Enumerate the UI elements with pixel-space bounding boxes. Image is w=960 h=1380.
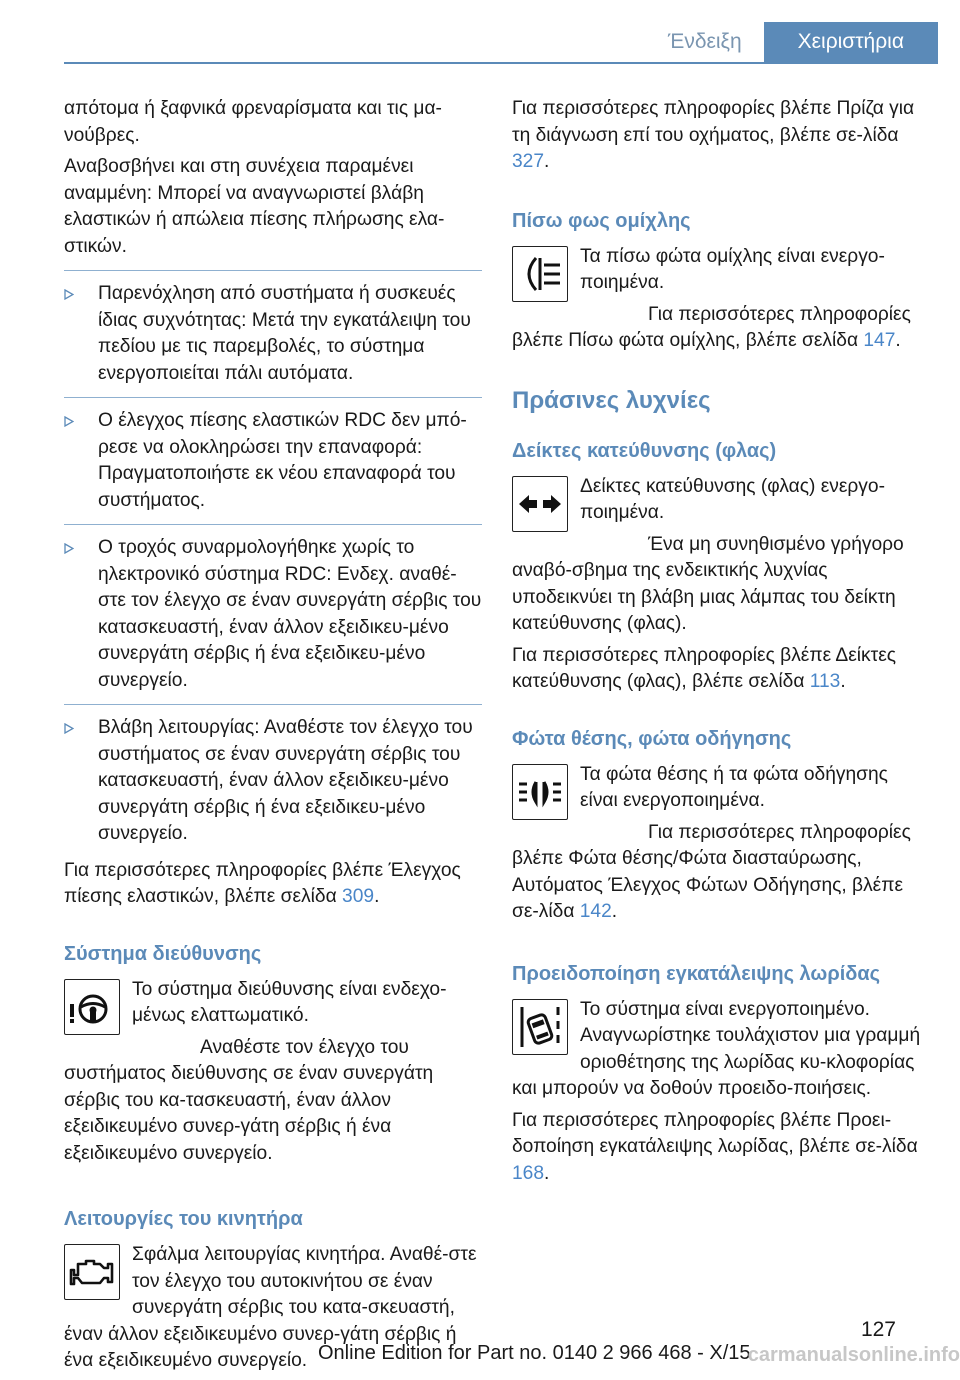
page-link[interactable]: 168 (512, 1162, 545, 1184)
tab-controls[interactable]: Χειριστήρια (764, 22, 938, 62)
paragraph: Σφάλμα λειτουργίας κινητήρα. Αναθέ-στε τον έλεγχο του αυτοκινήτου σε έναν συνεργάτη σέρβις του κατα-σκευαστή, έναν άλλον εξειδικευμένο συνερ-γάτη σέρβις ή ένα εξειδικευμένο συνεργείο. (64, 1244, 477, 1371)
divider (64, 270, 482, 271)
list-item: Παρενόχληση από συστήματα ή συσκευές ίδιας συχνότητας: Μετά την εγκατάλειψη του πεδίου με τις παρεμβολές, το σύστημα ενεργοποιείται πάλι αυτόματα. (64, 281, 482, 387)
divider (64, 704, 482, 705)
section-heading: Λειτουργίες του κινητήρα (64, 1208, 303, 1230)
edition-text: Online Edition for Part no. 0140 2 966 468 - X/15 (318, 1342, 751, 1364)
list-item: Βλάβη λειτουργίας: Αναθέστε τον έλεγχο του συστήματος σε έναν συνεργάτη σέρβις του κατασκευαστή, έναν άλλον εξειδικευ-μένο συνεργάτη σέρβις ή ένα εξειδικευ-μένο συνεργείο. (64, 715, 482, 848)
paragraph: Για περισσότερες πληροφορίες βλέπε Έλεγχος πίεσης ελαστικών, βλέπε σελίδα 309. (64, 859, 461, 907)
header-rule (64, 62, 938, 64)
paragraph: Για περισσότερες πληροφορίες βλέπε Πρίζα για τη διάγνωση επί του οχήματος, βλέπε σε-λίδα 327. (512, 98, 915, 172)
steering-warning-icon (64, 979, 120, 1035)
right-column (512, 96, 930, 1192)
check-engine-icon (64, 1244, 120, 1300)
section-heading: Φώτα θέσης, φώτα οδήγησης (512, 727, 792, 750)
paragraph: Τα πίσω φώτα ομίχλης είναι ενεργο-ποιημένα. (580, 245, 885, 293)
section-heading: Προειδοποίηση εγκατάλειψης λωρίδας (512, 962, 881, 985)
page-number: 127 (860, 1318, 896, 1341)
paragraph: Για περισσότερες πληροφορίες βλέπε Δείκτες κατεύθυνσης (φλας), βλέπε σελίδα 113. (512, 644, 897, 692)
list-item: Ο τροχός συναρμολογήθηκε χωρίς το ηλεκτρονικό σύστημα RDC: Ενδεχ. αναθέ-στε τον έλεγχο σε έναν συνεργάτη σέρβις του κατασκευαστή, έναν άλλον εξειδικευ-μένο συνεργάτη σέρβις ή ένα εξειδικευ-μένο συνεργείο. (64, 535, 482, 694)
section-heading: Δείκτες κατεύθυνσης (φλας) (512, 439, 777, 462)
left-column (64, 96, 482, 1380)
tab-index[interactable]: Ένδειξη (667, 30, 742, 53)
page-link[interactable]: 142 (579, 901, 612, 922)
paragraph: Δείκτες κατεύθυνσης (φλας) ενεργο-ποιημένα. (580, 475, 885, 523)
page-link[interactable]: 113 (809, 671, 841, 692)
watermark: carmanualsonline.info (747, 1344, 960, 1366)
paragraph: Αναθέστε τον έλεγχο του συστήματος διεύθυνσης σε έναν συνεργάτη σέρβις του κα-τασκευαστή, έναν άλλον εξειδικευμένο συνερ-γάτη σέρβις ή ένα εξειδικευμένο συνεργείο. (64, 1036, 434, 1164)
footer (0, 1318, 960, 1366)
parking-light-icon (512, 764, 568, 820)
page-link[interactable]: 147 (863, 330, 896, 351)
section-heading: Πίσω φως ομίχλης (512, 209, 691, 232)
paragraph: Τα φώτα θέσης ή τα φώτα οδήγησης είναι ενεργοποιημένα. (580, 763, 888, 811)
section-heading: Σύστημα διεύθυνσης (64, 942, 262, 965)
page-link[interactable]: 309 (342, 886, 375, 907)
paragraph: Για περισσότερες πληροφορίες βλέπε Φώτα θέσης/Φώτα διασταύρωσης, Αυτόματος Έλεγχος Φώτων Οδήγησης, βλέπε σε-λίδα 142. (512, 821, 911, 922)
paragraph: Για περισσότερες πληροφορίες βλέπε Πίσω φώτα ομίχλης, βλέπε σελίδα 147. (512, 303, 911, 351)
triangle-right-icon (64, 723, 74, 734)
paragraph: Ένα μη συνηθισμένο γρήγορο αναβό-σβημα της ενδεικτικής λυχνίας υποδεικνύει τη βλάβη μιας λάμπας του δείκτη κατεύθυνσης (φλας). (512, 533, 904, 634)
paragraph: Αναβοσβήνει και στη συνέχεια παραμένει αναμμένη: Μπορεί να αναγνωριστεί βλάβη ελαστικών ή απώλεια πίεσης πλήρωσης ελα-στικών. (64, 156, 445, 257)
paragraph: Το σύστημα διεύθυνσης είναι ενδεχο-μένως ελαττωματικό. (132, 978, 447, 1026)
header-tabs (646, 22, 938, 62)
rear-fog-light-icon (512, 246, 568, 302)
chapter-heading: Πράσινες λυχνίες (512, 386, 711, 414)
turn-signal-icon (512, 476, 568, 532)
list-item: Ο έλεγχος πίεσης ελαστικών RDC δεν μπό-ρεσε να ολοκληρώσει την επαναφορά: Πραγματοποιήστε εκ νέου επαναφορά του συστήματος. (64, 408, 482, 514)
paragraph: απότομα ή ξαφνικά φρεναρίσματα και τις μα-νούβρες. (64, 98, 442, 146)
triangle-right-icon (64, 543, 74, 554)
divider (64, 524, 482, 525)
triangle-right-icon (64, 289, 74, 300)
paragraph: Το σύστημα είναι ενεργοποιημένο. Αναγνωρίστηκε τουλάχιστον μια γραμμή οριοθέτησης της λωρίδας κυ-κλοφορίας και μπορούν να δοθούν προειδο-ποιήσεις. (512, 998, 921, 1099)
paragraph: Για περισσότερες πληροφορίες βλέπε Προει-δοποίηση εγκατάλειψης λωρίδας, βλέπε σε-λίδα 168. (512, 1109, 918, 1184)
divider (64, 397, 482, 398)
triangle-right-icon (64, 416, 74, 427)
lane-departure-icon (512, 999, 568, 1055)
page-link[interactable]: 327 (512, 151, 545, 172)
